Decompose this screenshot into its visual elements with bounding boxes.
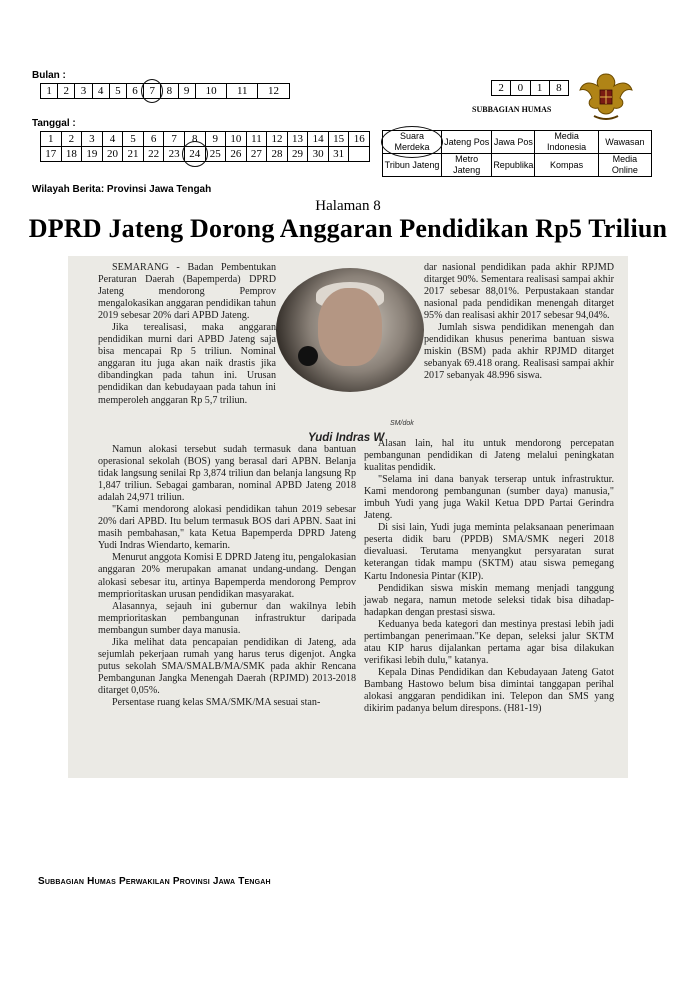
cell-value: 27 [250,148,262,160]
media-label: Wawasan [605,136,645,147]
cell-14 [308,132,329,147]
microphone-icon [298,346,318,366]
cell-value: 25 [209,148,221,160]
article-paragraph: Persentase ruang kelas SMA/SMK/MA sesuai stan- [112,696,321,708]
page-number: Halaman 8 [315,198,381,214]
tanggal-table [40,131,370,162]
cell-value: 17 [45,148,57,160]
year-table [491,80,569,96]
article-paragraph: Keduanya beda kategori dan mestinya prestasi lebih jadi pertimbangan penerimaan."Ke depan, seleksi jalur SKTM atau KIP harus dijalankan pertama agar bisa dilakukan verifikasi lebih dulu," katanya. [364,618,614,666]
photo-credit: SM/dok [390,420,414,427]
article-paragraph: Alasannya, sejauh ini gubernur dan wakilnya lebih memprioritaskan pembangunan infrastruktur daripada membangun sumber daya manusia. [98,600,356,636]
cell-12 [258,84,290,99]
cell-19 [82,147,103,162]
cell-value: 15 [333,133,345,145]
media-media-online [598,154,651,177]
cell-value: 3 [80,85,87,97]
cell-28 [267,147,288,162]
cell-12 [267,132,288,147]
cell-value: 4 [97,85,104,97]
cell-value: 12 [268,85,280,97]
media-label: Kompas [550,159,584,170]
media-table [382,130,652,177]
cell-4 [92,84,109,99]
cell-2 [492,81,511,96]
cell-10 [195,84,227,99]
cell-26 [226,147,247,162]
article-column-1-top [98,262,276,407]
cell-6 [143,132,164,147]
cell-value: 6 [150,133,157,145]
media-media-indonesia [535,131,598,154]
cell-15 [328,132,349,147]
cell-value: 31 [333,148,345,160]
cell-value: 0 [517,82,524,94]
media-suara-merdeka [383,131,442,154]
cell-0 [511,81,530,96]
article-paragraph: Pendidikan siswa miskin memang menjadi tanggung jawab negara, namun metode seleksi tidak bisa dihadap-hadapkan dengan prestasi siswa. [364,582,614,618]
article-paragraph: "Selama ini dana banyak terserap untuk infrastruktur. Kami mendorong pembangunan (sumber daya) manusia," imbuh Yudi yang juga Wakil Ketua DPD Partai Gerindra Jateng. [364,474,614,522]
media-republika [492,154,535,177]
cell-value: 14 [312,133,324,145]
cell-3 [75,84,92,99]
cell-8 [549,81,568,96]
article-clipping [68,256,628,778]
media-label: Metro Jateng [453,154,481,175]
cell-empty [349,147,370,162]
tanggal-label: Tanggal : [32,118,76,129]
article-paragraph: "Kami mendorong alokasi pendidikan tahun 2019 sebesar 20% dari APBD. Itu belum termasuk BOS dari APBN. Saat ini masih pembahasan," kata Ketua Bapemperda DPRD Jateng Yudi Indras Wiendarto, kemarin. [98,504,356,552]
cell-value: 23 [168,148,180,160]
cell-value: 2 [498,82,504,94]
article-paragraph: Jika terealisasi, maka anggaran pendidikan murni dari APBD Jateng saja bisa mencapai Rp 5 triliun. Nominal anggaran itu juga akan naik drastis jika dibandingkan pada tahun ini. Urusan pendidikan dan kebudayaan pada tahun ini memperoleh anggaran Rp 5,7 triliun. [98,322,276,406]
cell-value: 20 [106,148,118,160]
cell-30 [308,147,329,162]
footer: Subbagian Humas Perwakilan Provinsi Jawa Tengah [38,876,271,887]
cell-value: 18 [65,148,77,160]
cell-value: 13 [292,133,304,145]
subbagian-humas-label: SUBBAGIAN HUMAS [472,105,552,114]
cell-value: 9 [212,133,219,145]
cell-value: 1 [48,133,54,145]
article-paragraph: dar nasional pendidikan pada akhir RPJMD ditarget 90%. Sementara realisasi sampai akhir 2017 sebesar 88,01%. Perpustakaan standar nasional pada pendidikan menengah ditarget 95% dan realisasi akhir 2017 sebesar 94,04%. [424,262,614,322]
cell-17 [41,147,62,162]
cell-value: 4 [109,133,116,145]
article-paragraph: Di sisi lain, Yudi juga meminta pelaksanaan penerimaan peserta didik baru (PPDB) SMA/SMK negeri 2018 dievaluasi. Terutama menyangkut persyaratan surat keterangan tidak mampu (SKTM) atau siswa pemegang Kartu Indonesia Pintar (KIP). [364,522,614,582]
article-column-2 [364,438,614,715]
cell-value: 24 [189,148,201,160]
cell-3 [82,132,103,147]
cell-value: 21 [127,148,139,160]
cell-value: 5 [130,133,136,145]
cell-21 [123,147,144,162]
cell-2 [58,84,75,99]
cell-value: 2 [68,133,75,145]
cell-27 [246,147,267,162]
cell-7 [164,132,185,147]
cell-5 [109,84,126,99]
cell-13 [287,132,308,147]
article-paragraph: SEMARANG - Badan Pembentukan Peraturan Daerah (Bapemperda) DPRD Jateng mendorong Pemprov mengalokasikan anggaran pendidikan tahun 2019 sebesar 20% dari APBD Jateng. [98,262,276,322]
photo-yudi-indras [276,268,424,392]
cell-value: 22 [148,148,160,160]
cell-value: 1 [536,82,543,94]
cell-value: 10 [230,133,242,145]
cell-5 [123,132,144,147]
cell-1 [530,81,549,96]
cell-value: 29 [292,148,304,160]
cell-18 [61,147,82,162]
cell-value: 19 [86,148,98,160]
media-label: Media Indonesia [547,131,587,152]
cell-value: 8 [556,82,562,94]
cell-20 [102,147,123,162]
cell-value: 8 [191,133,198,145]
headline: DPRD Jateng Dorong Anggaran Pendidikan Rp5 Triliun [28,214,668,243]
bulan-table [40,83,290,99]
cell-value: 12 [271,133,283,145]
article-paragraph: Alasan lain, hal itu untuk mendorong percepatan pembangunan pendidikan di Jateng melalui peningkatan kualitas pendidik. [364,438,614,474]
article-paragraph: Kepala Dinas Pendidikan dan Kebudayaan Jateng Gatot Bambang Hastowo belum bisa dimintai tanggapan perihal alokasi anggaran pendidikan ini. Telepon dan SMS yang dikirim padanya belum direspons. (H81-19) [364,666,614,715]
media-label: Tribun Jateng [384,159,440,170]
cell-value: 26 [230,148,242,160]
cell-11 [227,84,258,99]
cell-value: 28 [271,148,283,160]
cell-value: 16 [353,133,365,145]
photo-caption: Yudi Indras W [308,432,385,444]
cell-29 [287,147,308,162]
garuda-emblem-icon [576,68,636,124]
cell-16 [349,132,370,147]
photo-face [318,288,382,366]
media-label: Republika [493,159,534,170]
cell-value: 5 [115,85,121,97]
cell-value: 30 [312,148,324,160]
circle-mark [182,141,208,167]
cell-value: 1 [46,85,52,97]
cell-9 [178,84,195,99]
cell-4 [102,132,123,147]
cell-value: 11 [251,133,262,145]
cell-value: 2 [63,85,70,97]
media-label: Suara Merdeka [394,131,430,152]
bulan-label: Bulan : [32,70,66,81]
cell-value: 10 [205,85,217,97]
article-column-1 [98,444,356,709]
cell-value: 3 [89,133,95,145]
cell-value: 8 [166,85,173,97]
cell-2 [61,132,82,147]
media-label: Jateng Pos [444,136,490,147]
cell-value: 11 [236,85,248,97]
article-paragraph: Menurut anggota Komisi E DPRD Jateng itu, pengalokasian anggaran 20% merupakan amanat undang-undang. Dengan alokasi sebesar itu, artinya Bapemperda mendorong Pemprov memprioritaskan urusan pendidikan masyarakat. [98,552,356,600]
wilayah-berita: Wilayah Berita: Provinsi Jawa Tengah [32,184,212,195]
media-wawasan [598,131,651,154]
cell-22 [143,147,164,162]
cell-1 [41,132,62,147]
cell-10 [226,132,247,147]
media-label: Jawa Pos [493,136,533,147]
article-paragraph: Jumlah siswa pendidikan menengah dan pendidikan khusus penerima bantuan siswa miskin (BSM) pada akhir RPJMD ditarget sebanyak 69.418 orang. Realisasi sampai akhir 2017 sebanyak 48.996 siswa. [424,322,614,382]
cell-value: 9 [183,85,190,97]
media-jateng-pos [442,131,492,154]
media-metro-jateng [442,154,492,177]
cell-1 [41,84,58,99]
cell-11 [246,132,267,147]
media-tribun-jateng [383,154,442,177]
cell-value: 7 [171,133,177,145]
media-label: Media Online [611,154,638,175]
article-paragraph: Jika melihat data pencapaian pendidikan di Jateng, ada sejumlah pekerjaan rumah yang harus terus digenjot. Angka putus sekolah SMA/SMALB/MA/SMK pada akhir Rencana Pembangunan Jangka Menengah Daerah (RPJMD) 2013-2018 ditarget 0,05%. [98,636,356,696]
media-kompas [535,154,598,177]
cell-9 [205,132,226,147]
cell-7 [144,84,161,99]
cell-value: 7 [149,85,155,97]
media-jawa-pos [492,131,535,154]
cell-24 [184,147,205,162]
cell-25 [205,147,226,162]
article-column-2-top [424,262,614,382]
cell-8 [161,84,178,99]
cell-31 [328,147,349,162]
cell-value: 6 [132,85,138,97]
article-paragraph: Namun alokasi tersebut sudah termasuk dana bantuan operasional sekolah (BOS) yang berasal dari APBN. Belanja tidak langsung senilai Rp 3,874 triliun dan belanja langsung Rp 1,847 triliun. Sebagai gambaran, nominal APBD Jateng 2018 adalah 24,971 triliun. [98,444,356,504]
